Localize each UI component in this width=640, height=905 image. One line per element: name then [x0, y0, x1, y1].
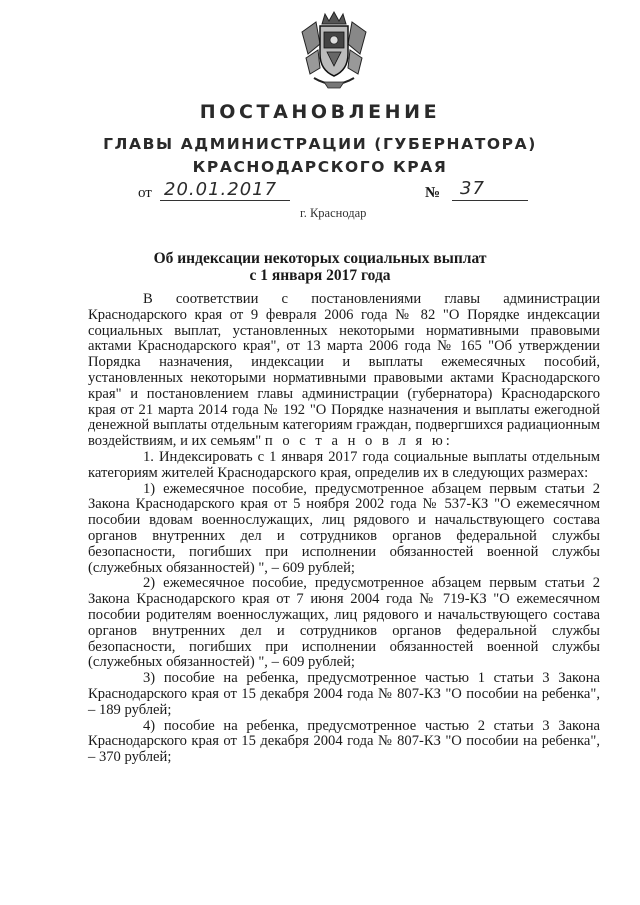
- issuer-heading: ГЛАВЫ АДМИНИСТРАЦИИ (ГУБЕРНАТОРА): [103, 135, 537, 153]
- title-line-1: Об индексации некоторых социальных выплат: [153, 250, 487, 267]
- resolution-word: п о с т а н о в л я ю:: [264, 433, 453, 450]
- list-item-3: 3) пособие на ребенка, предусмотренное частью 1 статьи 3 Закона Краснодарского края от 15 декабря 2004 года № 807-КЗ "О пособии на ребенка", – 189 рублей;: [88, 670, 600, 718]
- krasnodar-krai-coat-of-arms-icon: [300, 10, 368, 90]
- list-item-1: 1) ежемесячное пособие, предусмотренное абзацем первым статьи 2 Закона Краснодарского края от 5 ноября 2002 года № 537-КЗ "О ежемесячном пособии вдовам военнослужащих, лиц рядового и начальствующего состава органов внутренних дел и сотрудников органов федеральной службы безопасности, погибших при исполнении обязанностей военной службы (служебных обязанностей) ", – 609 рублей;: [88, 480, 600, 576]
- list-item-2: 2) ежемесячное пособие, предусмотренное абзацем первым статьи 2 Закона Краснодарского края от 7 июня 2004 года № 719-КЗ "О ежемесячном пособии родителям военнослужащих, лиц рядового и начальствующего состава органов внутренних дел и сотрудников органов федеральной службы безопасности, погибших при исполнении обязанностей военной службы (служебных обязанностей) ", – 609 рублей;: [88, 575, 600, 671]
- date-underline: [160, 200, 290, 201]
- date-prefix: от: [138, 185, 152, 201]
- number-prefix: №: [425, 185, 441, 201]
- issue-city: г. Краснодар: [300, 206, 367, 220]
- document-body: [88, 292, 600, 766]
- document-date: 20.01.2017: [164, 179, 278, 200]
- document-number: 37: [460, 178, 485, 199]
- preamble-text: В соответствии с постановлениями главы администрации Краснодарского края от 9 февраля 2006 года № 82 "О Порядке индексации социальных выплат, установленных некоторыми нормативными правовыми актами Краснодарского края", от 13 марта 2006 года № 165 "Об утверждении Порядка назначения, индексации и выплаты ежемесячных пособий, установленных некоторыми нормативными правовыми актами Краснодарского края" и постановлением главы администрации (губернатора) Краснодарского края от 21 марта 2014 года № 192 "О Порядке назначения и выплаты ежегодной денежной выплаты отдельным категориям граждан, подвергшихся радиационным воздействиям, и их семьям": [88, 291, 600, 450]
- document-type-heading: ПОСТАНОВЛЕНИЕ: [199, 101, 441, 123]
- region-heading: КРАСНОДАРСКОГО КРАЯ: [192, 158, 448, 176]
- paragraph-1: 1. Индексировать с 1 января 2017 года социальные выплаты отдельным категориям жителей Краснодарского края, определив их в следующих размерах:: [88, 448, 600, 481]
- number-underline: [452, 200, 528, 201]
- preamble-paragraph: [88, 292, 600, 450]
- title-line-2: с 1 января 2017 года: [249, 267, 391, 284]
- list-item-4: 4) пособие на ребенка, предусмотренное частью 2 статьи 3 Закона Краснодарского края от 15 декабря 2004 года № 807-КЗ "О пособии на ребенка", – 370 рублей;: [88, 717, 600, 766]
